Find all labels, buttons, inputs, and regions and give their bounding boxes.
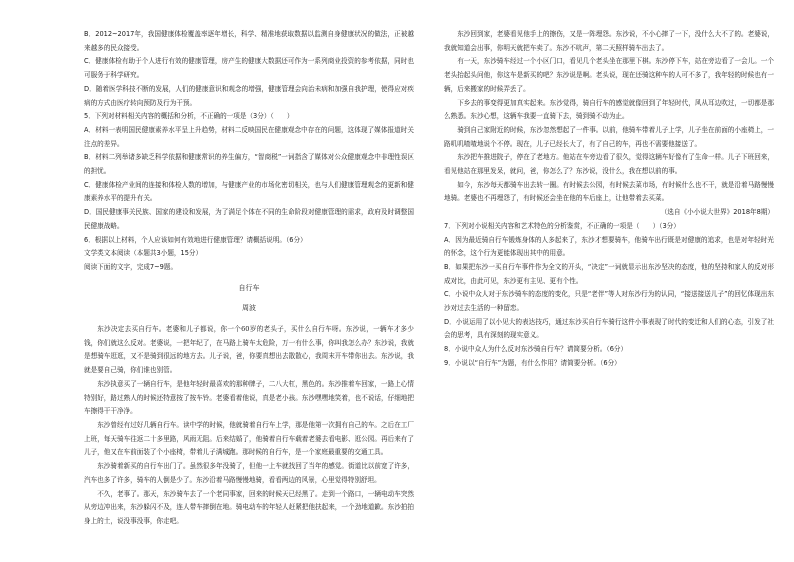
story-paragraph: 下乡去的事变得更加真实起来。东沙觉得，骑自行车的感觉就像回到了年轻时代，风从耳边吹过，一切都是那么熟悉。东沙心想，这辆车我要一直骑下去，骑到骑不动为止。	[444, 98, 774, 121]
story-paragraph: 东沙执意买了一辆自行车，是他年轻时最喜欢的那种牌子，二八大杠，黑色的。东沙推着车回家，一路上心情特别好，路过熟人的时候还特意按了按车铃。老婆看着他说，真是老小孩。东沙嘿嘿地笑着，也不说话，仔细地把车擦得干干净净。	[84, 379, 414, 416]
q5-option-c: C．健康体检产业间的连接和体检人数的增加，与健康产业的市场化密切相关，也与人们健康管理观念的更新和健康素养水平的提升有关。	[84, 180, 414, 203]
option-d: D．随着医学科技不断的发展，人们的健康意识和观念的增强，健康管理会向治未病和加强自我护理，使得应对疾病的方式由医疗转向预防及行为干预。	[84, 84, 414, 107]
q5-option-a: A．材料一表明国民健康素养水平呈上升趋势，材料二反映国民在健康观念中存在的问题，这体现了媒体报道时关注点的差异。	[84, 125, 414, 148]
left-column	[84, 28, 414, 529]
story-paragraph: 有一天，东沙骑车经过一个小区门口，看见几个老头坐在那里下棋。东沙停下车，站在旁边看了一会儿。一个老头抬起头问他，你这车是新买的吧？东沙说是啊。老头说，现在还骑这种车的人可不多了，我年轻的时候也有一辆，后来搬家的时候弄丢了。	[444, 57, 774, 93]
story-title: 自行车	[238, 283, 260, 292]
q7-option-a: A．因为最近骑自行车锻炼身体的人多起来了，东沙才想要骑车，他骑车出行既是对健康的追求，也是对年轻时光的怀念，这个行为更能体现出其中的用意。	[444, 235, 774, 258]
option-c: C．健康体检有助于个人进行有效的健康管理，房产生的健康大数据还可作为一系列商业投资的参考依据，同时也可服务于科学研究。	[84, 57, 414, 80]
story-paragraph: 东沙把车推进院子，停在了老地方。他站在车旁边看了很久，觉得这辆车好像有了生命一样。儿子下班回来，看见他站在那里发呆，就问，爸，你怎么了？东沙说，没什么，我在想以前的事。	[444, 153, 774, 176]
q7-option-c: C．小说中众人对于东沙骑车的态度的变化，只是“老伴”等人对东沙行为的认同，“接送接送儿子”的回忆体现出东沙对过去生活的一种留恋。	[444, 290, 774, 313]
question-8: 8．小说中众人为什么反对东沙骑自行车？请简要分析。（6分）	[444, 345, 628, 354]
story-paragraph: 如今，东沙每天都骑车出去转一圈。有时候去公园，有时候去菜市场，有时候什么也不干，就是沿着马路慢慢地骑。老婆也不再埋怨了，有时候还会坐在他的车后座上，让他带着去买菜。	[444, 180, 774, 203]
story-paragraph: 东沙回到家，老婆看见他手上的擦伤，又是一阵埋怨。东沙说，不小心摔了一下，没什么大不了的。老婆说，我就知道会出事，你明天就把车卖了。东沙不吭声，第二天照样骑车出去了。	[444, 30, 774, 52]
q5-option-b: B．材料二列举诸多缺乏科学依据和健康常识的养生偏方，“智商税”一词指含了媒体对公众健康观念中非理性误区的担忧。	[84, 153, 414, 176]
story-author: 周波	[242, 304, 256, 313]
story-paragraph: 骑到自己家附近的时候，东沙忽然想起了一件事。以前，他骑车带着儿子上学，儿子坐在前面的小座椅上，一路叽叽喳喳地说个不停。现在，儿子已经长大了，有了自己的车，再也不需要他接送了。	[444, 125, 774, 148]
story-paragraph: 东沙决定去买自行车。老婆和儿子都说，你一个60岁的老头子，买什么自行车呀。东沙说，一辆车才多少钱，你们就这么反对。老婆说，一把年纪了，在马路上骑车太危险，万一有什么事，你叫我怎么办？东沙说，我就是想骑车逛逛，又不是骑到很远的地方去。儿子说，爸，你要真想出去散散心，我周末开车带你出去。东沙说，我就是要自己骑，你们谁也别管。	[84, 325, 414, 375]
q7-option-d: D．小说运用了以小见大的表达技巧，通过东沙买自行车骑行这件小事表现了时代的变迁和人们的心态，引发了社会的思考，具有深刻的现实意义。	[444, 317, 774, 340]
q7-option-b: B．如果把东沙一买自行车事件作为全文的开头，“决定”一词就显示出东沙坚决的态度，他的坚持和家人的反对形成对比，由此可见，东沙更有主见、更有个性。	[444, 262, 774, 285]
q5-option-d: D．国民健康事关民族、国家的建设和发展，为了满足个体在不同的生命阶段对健康管理的需求，政府及时调整国民健康战略。	[84, 208, 414, 230]
question-7: 7．下列对小说相关内容和艺术特色的分析鉴赏，不正确的一项是（ ）（3分）	[444, 221, 680, 230]
option-b: B．2012~2017年，我国健康体检覆盖率逐年增长，科学、精准地获取数据以监测自身健康状况的做法，正被越来越多的民众接受。	[84, 30, 414, 52]
question-9: 9．小说以“自行车”为题，有什么作用？请简要分析。（6分）	[444, 358, 621, 367]
story-paragraph: 不久，老事了。那天，东沙骑车去了一个老同事家，回来的时候天已经黑了。走到一个路口，一辆电动车突然从旁边冲出来，东沙躲闪不及，连人带车摔倒在地。骑电动车的年轻人赶紧把他扶起来，一个劲地道歉。东沙拍拍身上的土，说没事没事，你走吧。	[84, 489, 414, 525]
story-paragraph: 东沙曾经有过好几辆自行车。读中学的时候，他就骑着自行车上学，那是他第一次拥有自己的车。之后在工厂上班，每天骑车往返二十多里路，风雨无阻。后来结婚了，他骑着自行车载着老婆去看电影、逛公园。再后来有了儿子，他又在车前面装了个小座椅，带着儿子满城跑。那时候的自行车，是一个家庭最重要的交通工具。	[84, 420, 414, 457]
question-5: 5．下列对材料相关内容的概括和分析，不正确的一项是（3分）（ ）	[84, 112, 294, 121]
right-column	[444, 28, 774, 371]
question-6: 6．根据以上材料，个人应该如何有效地进行健康管理？请概括说明。（6分）	[84, 235, 307, 244]
story-paragraph: 东沙骑着新买的自行车出门了。虽然很多年没骑了，但他一上车就找回了当年的感觉。街道比以前宽了许多，汽车也多了许多，骑车的人倒是少了。东沙沿着马路慢慢地骑，看看两边的风景，心里觉得特别舒坦。	[84, 462, 414, 484]
section-heading: 文学类文本阅读（本题共3小题，15分）	[84, 249, 203, 258]
section-instruction: 阅读下面的文字，完成7~9题。	[84, 262, 178, 271]
story-source: （选自《小小说大世界》2018年8期）	[660, 208, 774, 217]
